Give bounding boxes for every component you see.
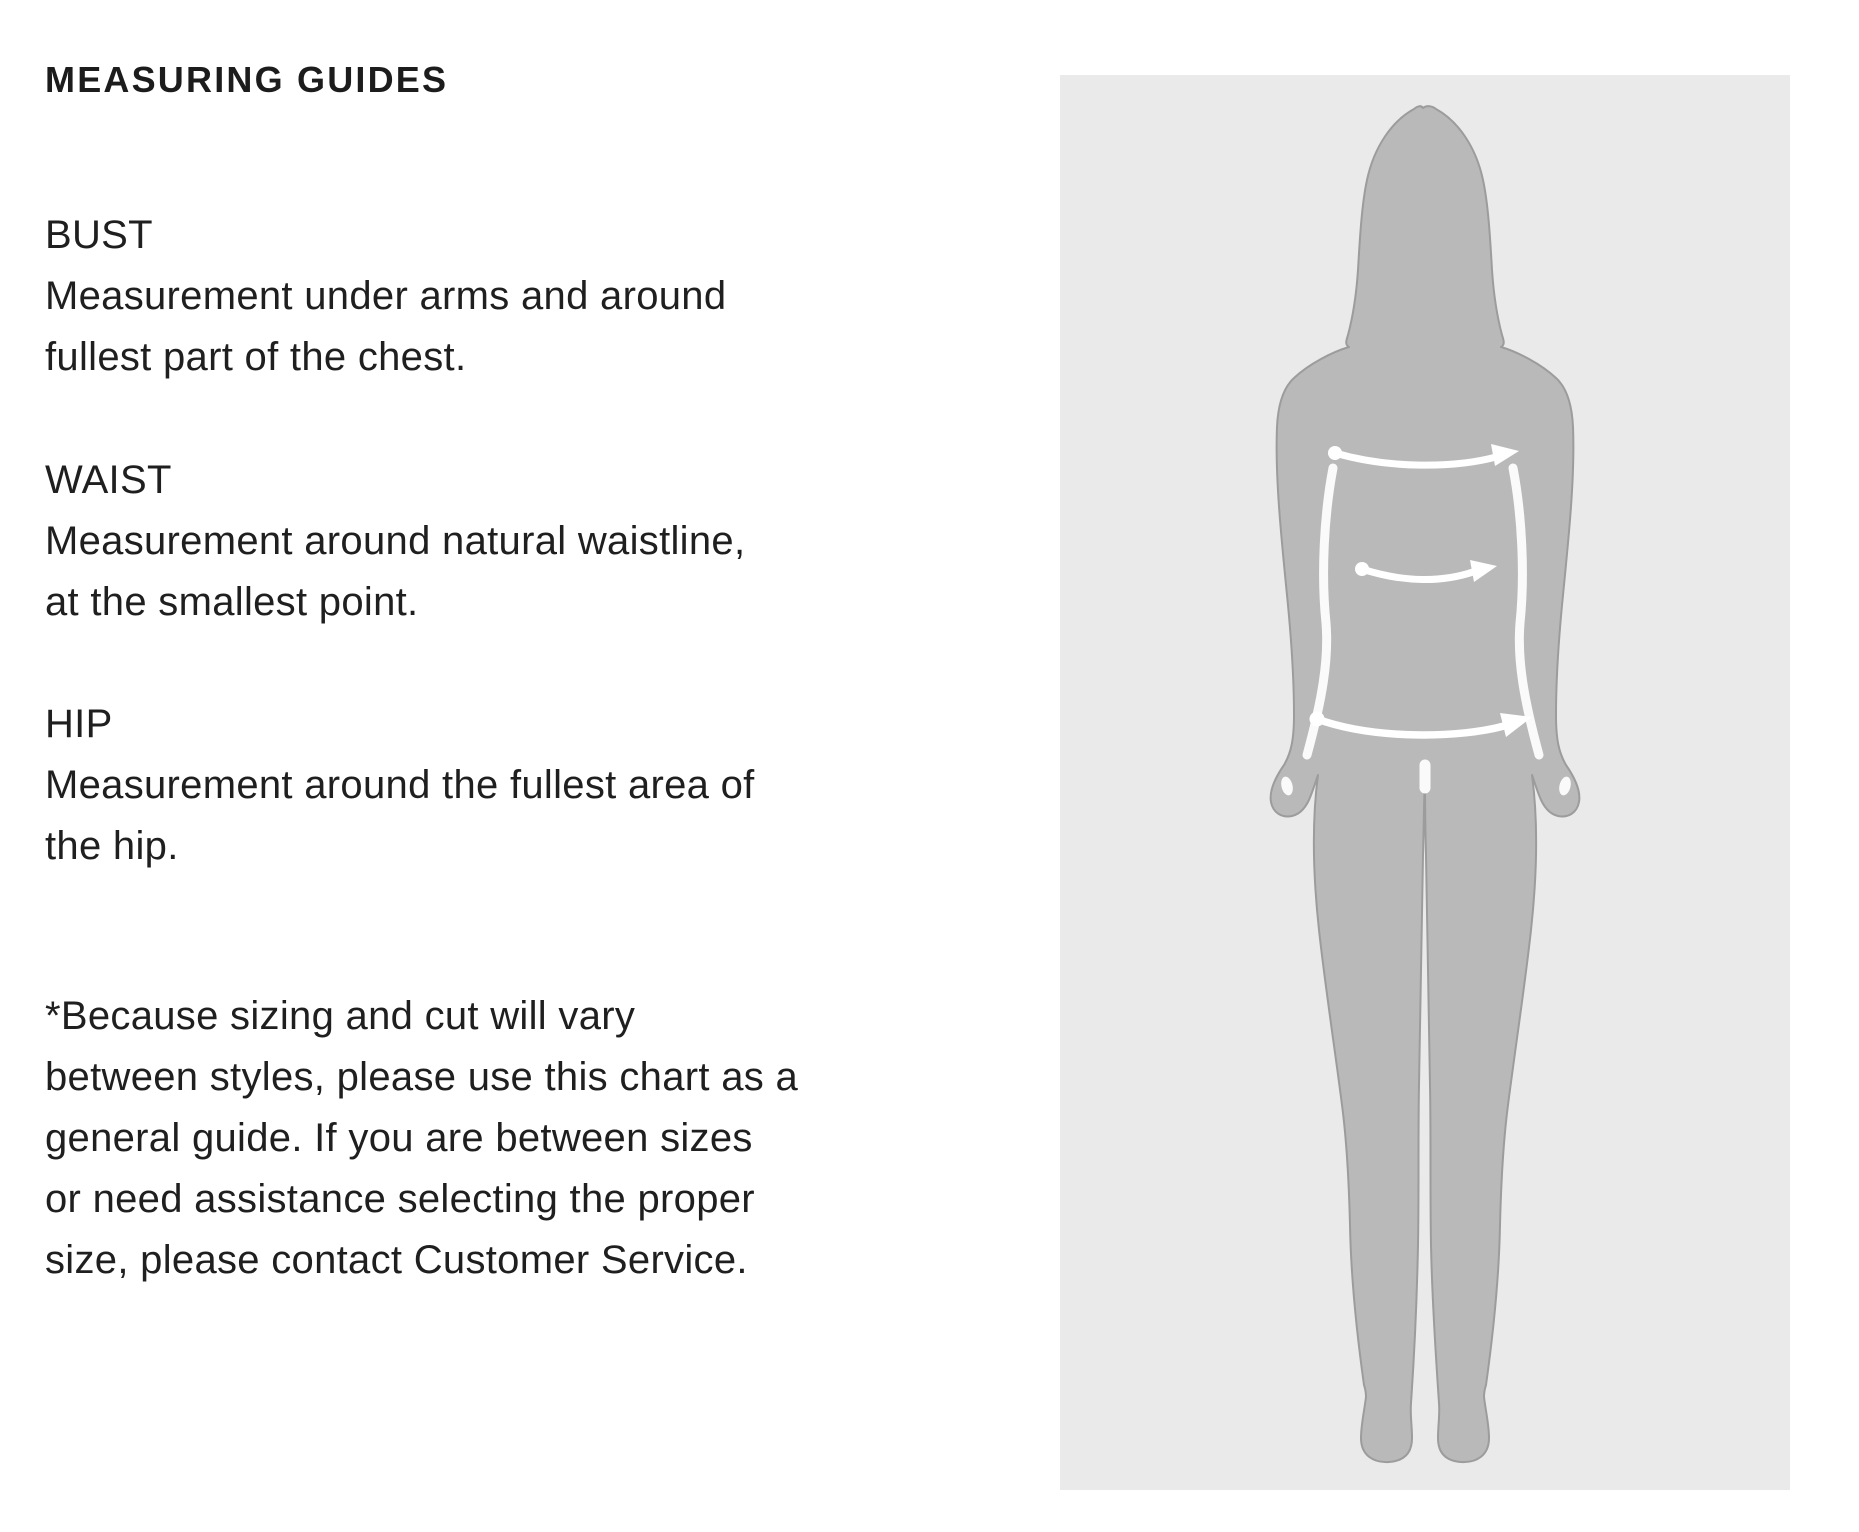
waist-description-line: at the smallest point.: [45, 580, 419, 624]
sizing-footnote: [45, 986, 798, 1291]
section-bust: [45, 205, 945, 388]
hip-description-line: Measurement around the fullest area of: [45, 763, 755, 807]
measurement-diagram-panel: [1060, 75, 1790, 1490]
footnote-line: general guide. If you are between sizes: [45, 1116, 753, 1160]
section-waist: [45, 450, 945, 633]
footnote-line: size, please contact Customer Service.: [45, 1238, 748, 1282]
bust-description-line: fullest part of the chest.: [45, 335, 467, 379]
body-measurement-diagram: [1060, 75, 1790, 1490]
bust-heading: BUST: [45, 213, 153, 257]
footnote-line: between styles, please use this chart as a: [45, 1055, 799, 1099]
waist-heading: WAIST: [45, 458, 172, 502]
bust-description-line: Measurement under arms and around: [45, 274, 727, 318]
footnote-line: *Because sizing and cut will vary: [45, 994, 636, 1038]
footnote-line: or need assistance selecting the proper: [45, 1177, 755, 1221]
hip-heading: HIP: [45, 702, 113, 746]
waist-description-line: Measurement around natural waistline,: [45, 519, 746, 563]
hip-description-line: the hip.: [45, 824, 179, 868]
section-hip: [45, 694, 945, 877]
page-title: MEASURING GUIDES: [45, 59, 449, 100]
